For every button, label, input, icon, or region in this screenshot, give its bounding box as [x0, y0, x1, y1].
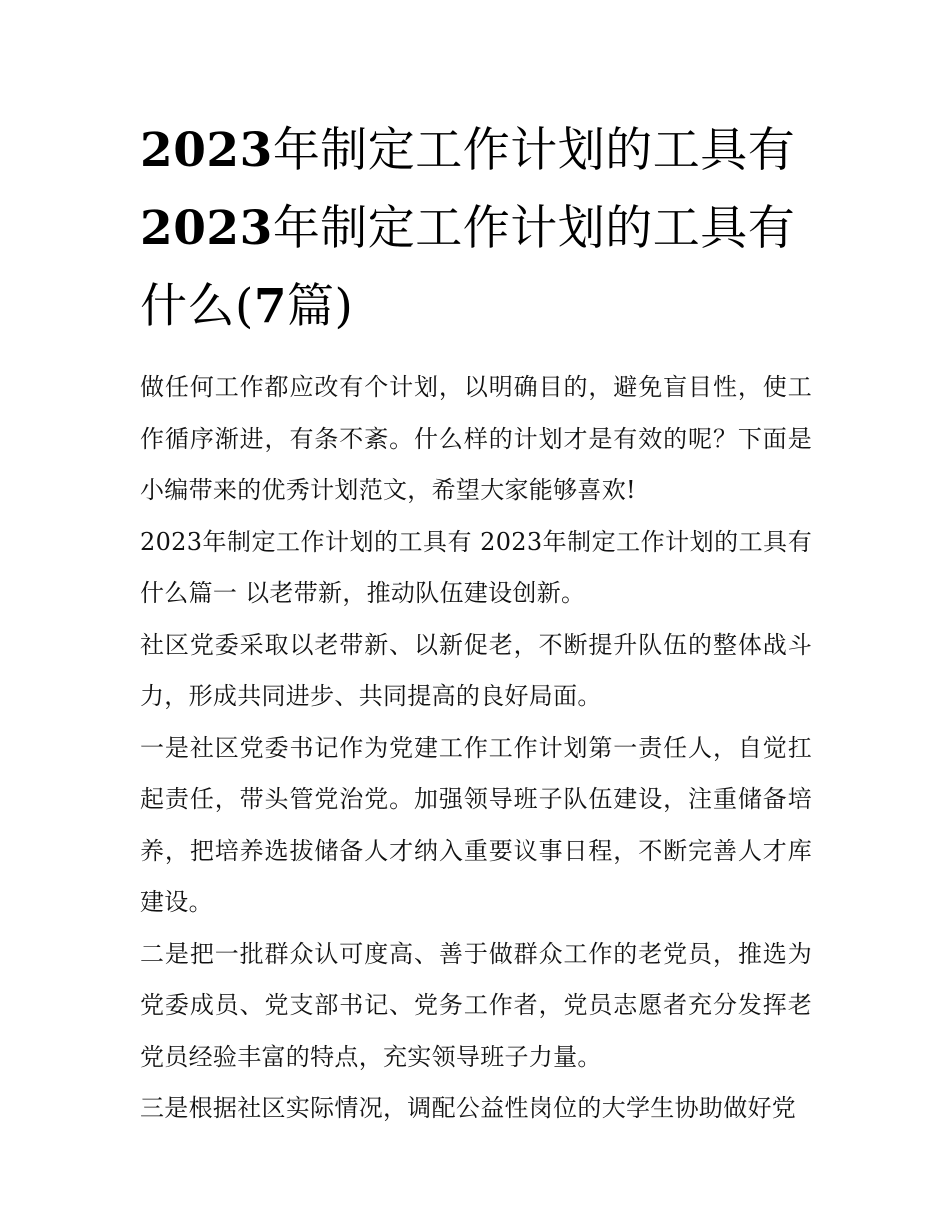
document-title [140, 112, 812, 346]
paragraph-point-1: 一是社区党委书记作为党建工作工作计划第一责任人，自觉扛起责任，带头管党治党。加强领导班子队伍建设，注重储备培养，把培养选拔储备人才纳入重要议事日程，不断完善人才库建设。 [140, 733, 812, 916]
title-count: 7 [253, 279, 288, 334]
document-body [140, 112, 812, 1135]
paragraph-intro: 做任何工作都应改有个计划，以明确目的，避免盲目性，使工作循序渐进，有条不紊。什么样的计划才是有效的呢？下面是小编带来的优秀计划范文，希望大家能够喜欢! [140, 373, 812, 504]
paragraph-section-heading: 2023年制定工作计划的工具有 2023年制定工作计划的工具有什么篇一 以老带新，推动队伍建设创新。 [140, 527, 812, 607]
paragraph-point-3: 三是根据社区实际情况，调配公益性岗位的大学生协助做好党 [140, 1094, 797, 1122]
paragraph-point-2: 二是把一批群众认可度高、善于做群众工作的老党员，推选为党委成员、党支部书记、党务工作者，党员志愿者充分发挥老党员经验丰富的特点，充实领导班子力量。 [140, 939, 812, 1071]
title-text-2: 年制定工作计划的工具有什么( [140, 201, 796, 334]
title-year-2: 2023 [140, 201, 273, 256]
title-year-1: 2023 [140, 123, 273, 178]
title-text-3: 篇) [287, 279, 354, 334]
title-text-1: 年制定工作计划的工具有 [272, 123, 796, 178]
paragraph-summary: 社区党委采取以老带新、以新促老，不断提升队伍的整体战斗力，形成共同进步、共同提高的良好局面。 [140, 630, 812, 710]
